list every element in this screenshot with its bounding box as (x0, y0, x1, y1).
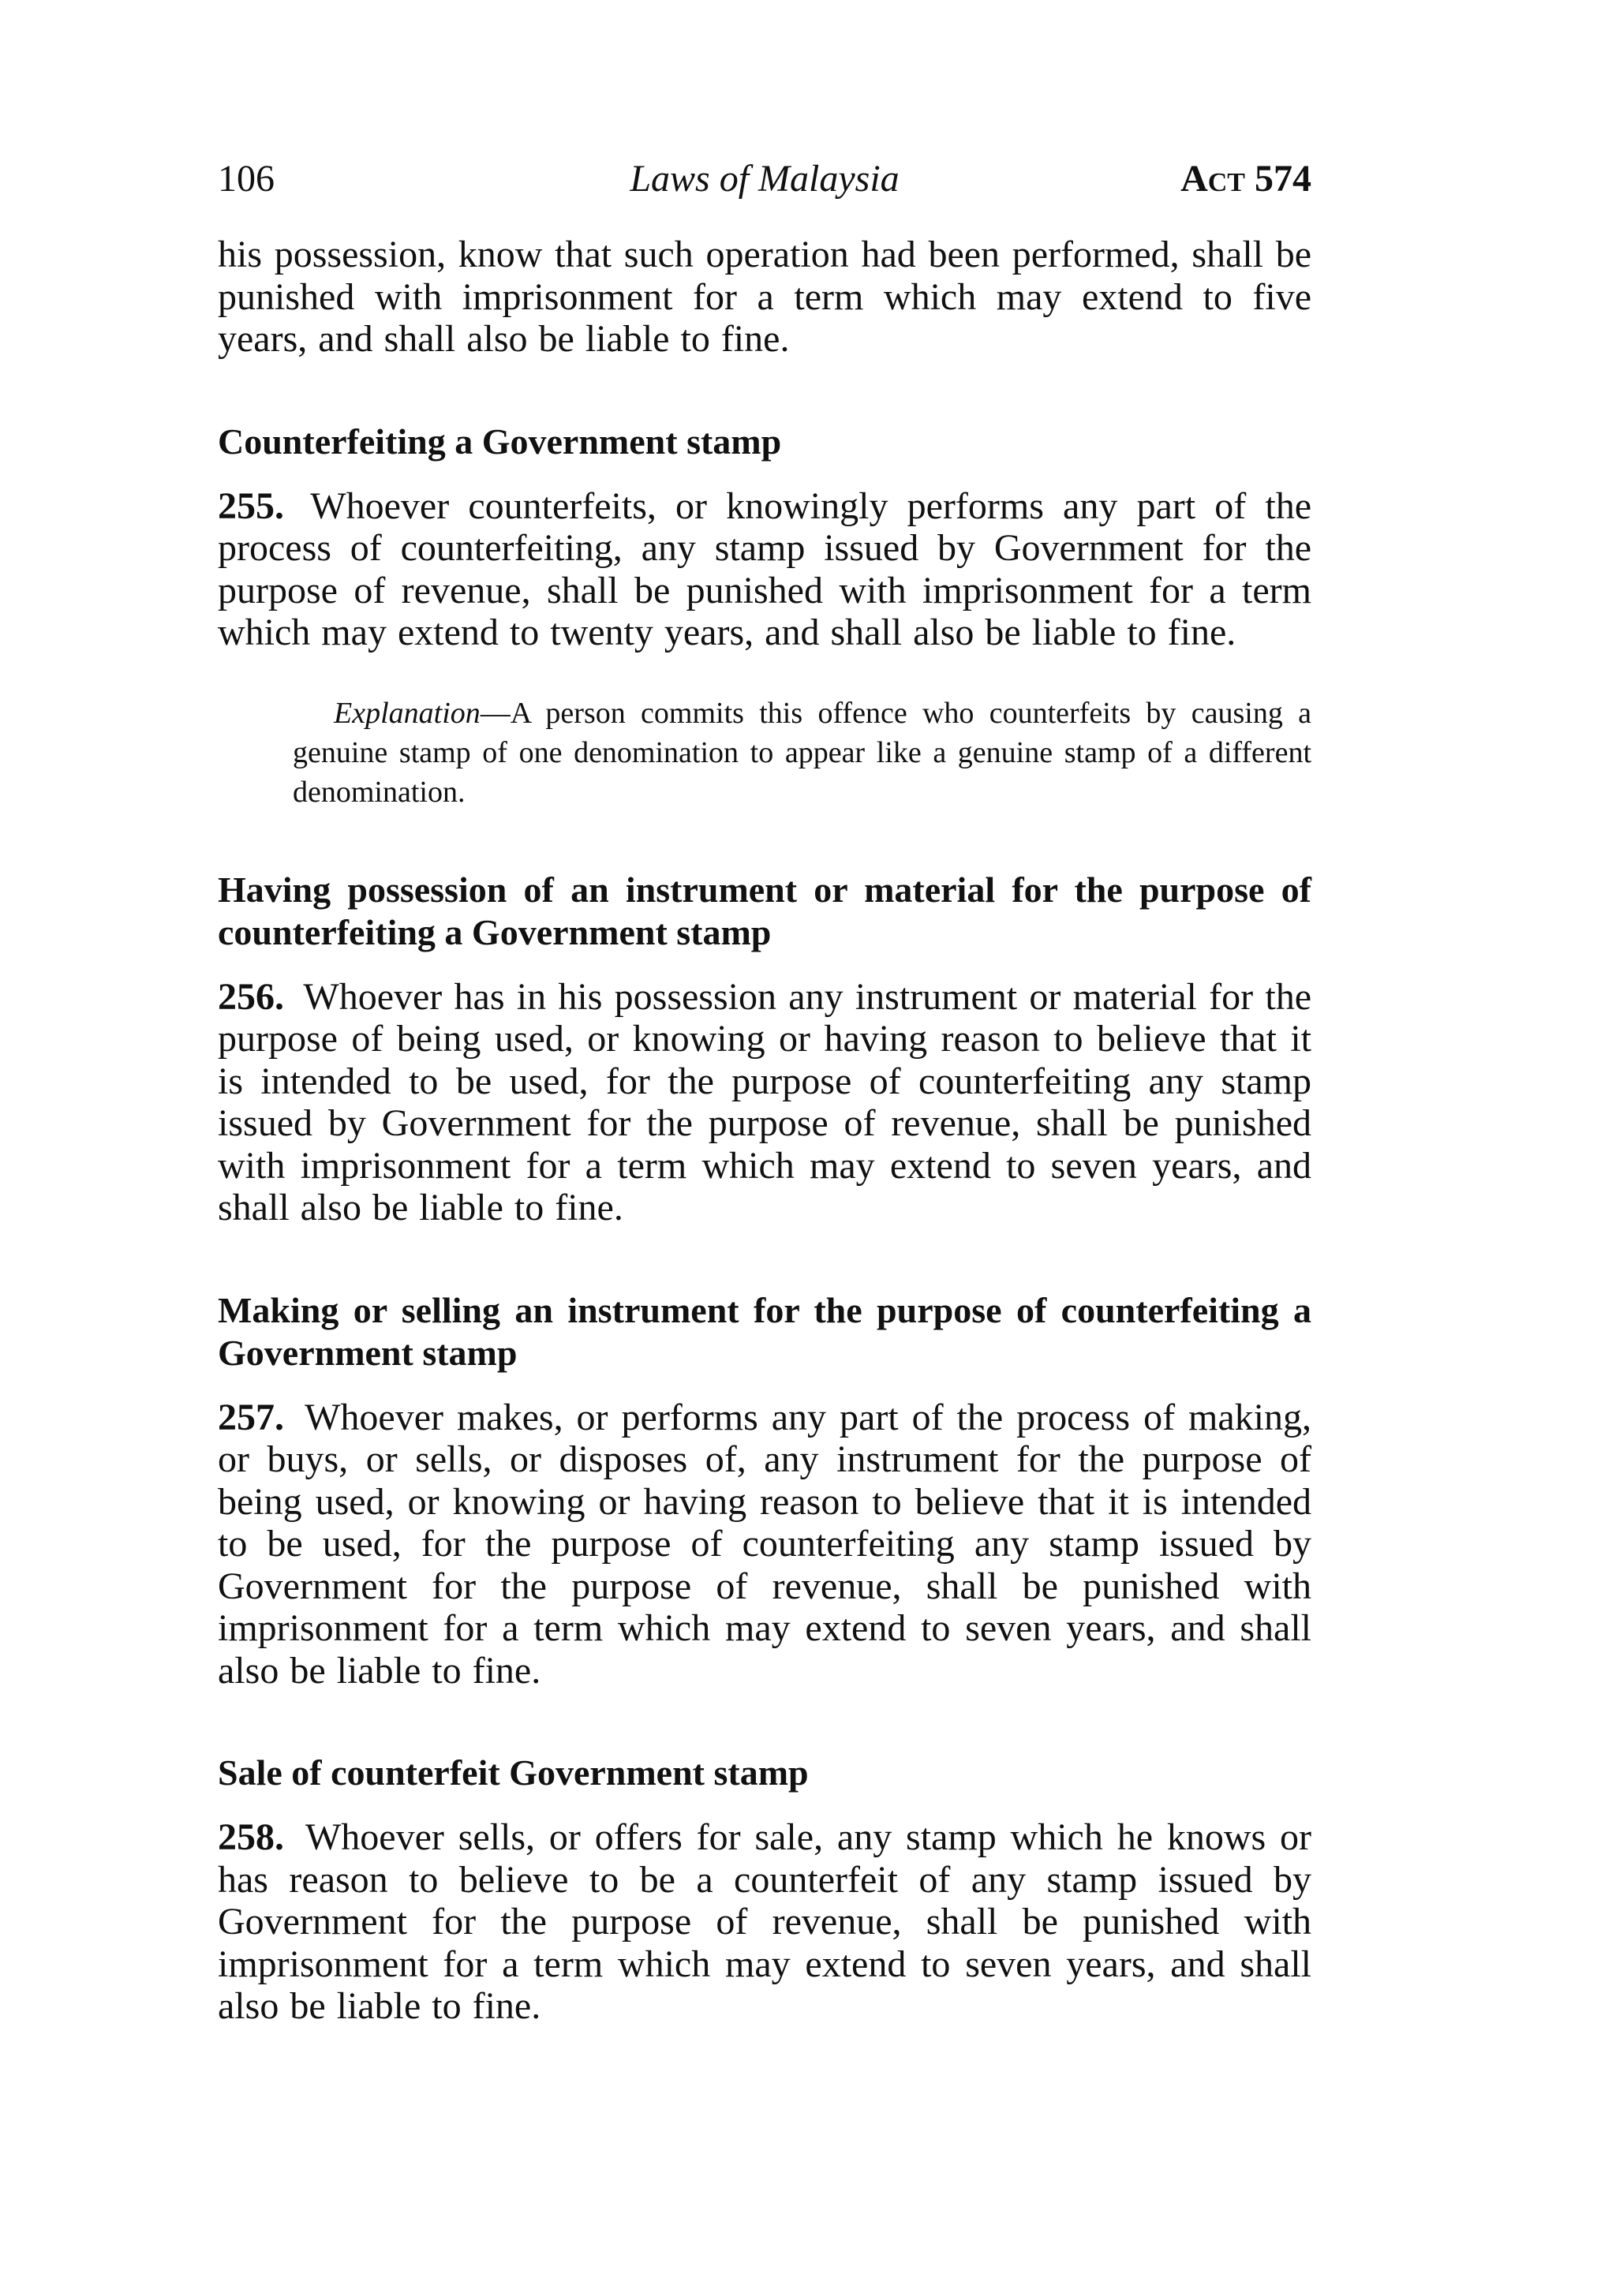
section-explanation-255 (293, 694, 1311, 812)
publication-title: Laws of Malaysia (630, 158, 900, 200)
section-paragraph-257 (218, 1397, 1311, 1692)
explanation-text: —A person commits this offence who counterfeits by causing a genuine stamp of one denomination to appear like a genuine stamp of a different denomination. (293, 696, 1311, 809)
section-text-256: Whoever has in his possession any instrument or material for the purpose of being used, or knowing or having reason to believe that it is intended to be used, for the purpose of counterfeiting any stamp issued by Government for the purpose of revenue, shall be punished with imprisonment for a term which may extend to seven years, and shall also be liable to fine. (218, 975, 1311, 1228)
section-text-257: Whoever makes, or performs any part of the process of making, or buys, or sells, or disposes of, any instrument for the purpose of being used, or knowing or having reason to believe that it is intended to be used, for the purpose of counterfeiting any stamp issued by Government for the purpose of revenue, shall be punished with imprisonment for a term which may extend to seven years, and shall also be liable to fine. (218, 1396, 1312, 1692)
act-number: 574 (1255, 158, 1311, 200)
section-number-258: 258. (218, 1816, 284, 1858)
section-heading-257: Making or selling an instrument for the purpose of counterfeiting a Government stamp (218, 1289, 1311, 1373)
document-page (218, 155, 1311, 2028)
section-heading-255: Counterfeiting a Government stamp (218, 421, 782, 462)
section-heading-258: Sale of counterfeit Government stamp (218, 1752, 809, 1793)
section-paragraph-258 (218, 1816, 1311, 2028)
section-heading-256: Having possession of an instrument or material for the purpose of counterfeiting a Government stamp (218, 869, 1311, 952)
act-reference (1154, 155, 1311, 204)
section-number-256: 256. (218, 975, 284, 1018)
section-number-255: 255. (218, 484, 284, 527)
section-paragraph-255 (218, 485, 1311, 654)
section-number-257: 257. (218, 1396, 284, 1438)
act-prefix: Act (1180, 158, 1245, 200)
page-number: 106 (218, 158, 275, 200)
section-text-255: Whoever counterfeits, or knowingly performs any part of the process of counterfeiting, any stamp issued by Government for the purpose of revenue, shall be punished with imprisonment for a term which may extend to twenty years, and shall also be liable to fine. (218, 484, 1311, 653)
continuation-paragraph: his possession, know that such operation had been performed, shall be punished with imprisonment for a term which may extend to five years, and shall also be liable to fine. (218, 234, 1311, 360)
running-header (218, 155, 1311, 204)
section-paragraph-256 (218, 976, 1311, 1229)
explanation-label: Explanation (334, 696, 481, 730)
section-text-258: Whoever sells, or offers for sale, any stamp which he knows or has reason to believe to be a counterfeit of any stamp issued by Government for the purpose of revenue, shall be punished with imprisonment for a term which may extend to seven years, and shall also be liable to fine. (218, 1816, 1312, 2027)
